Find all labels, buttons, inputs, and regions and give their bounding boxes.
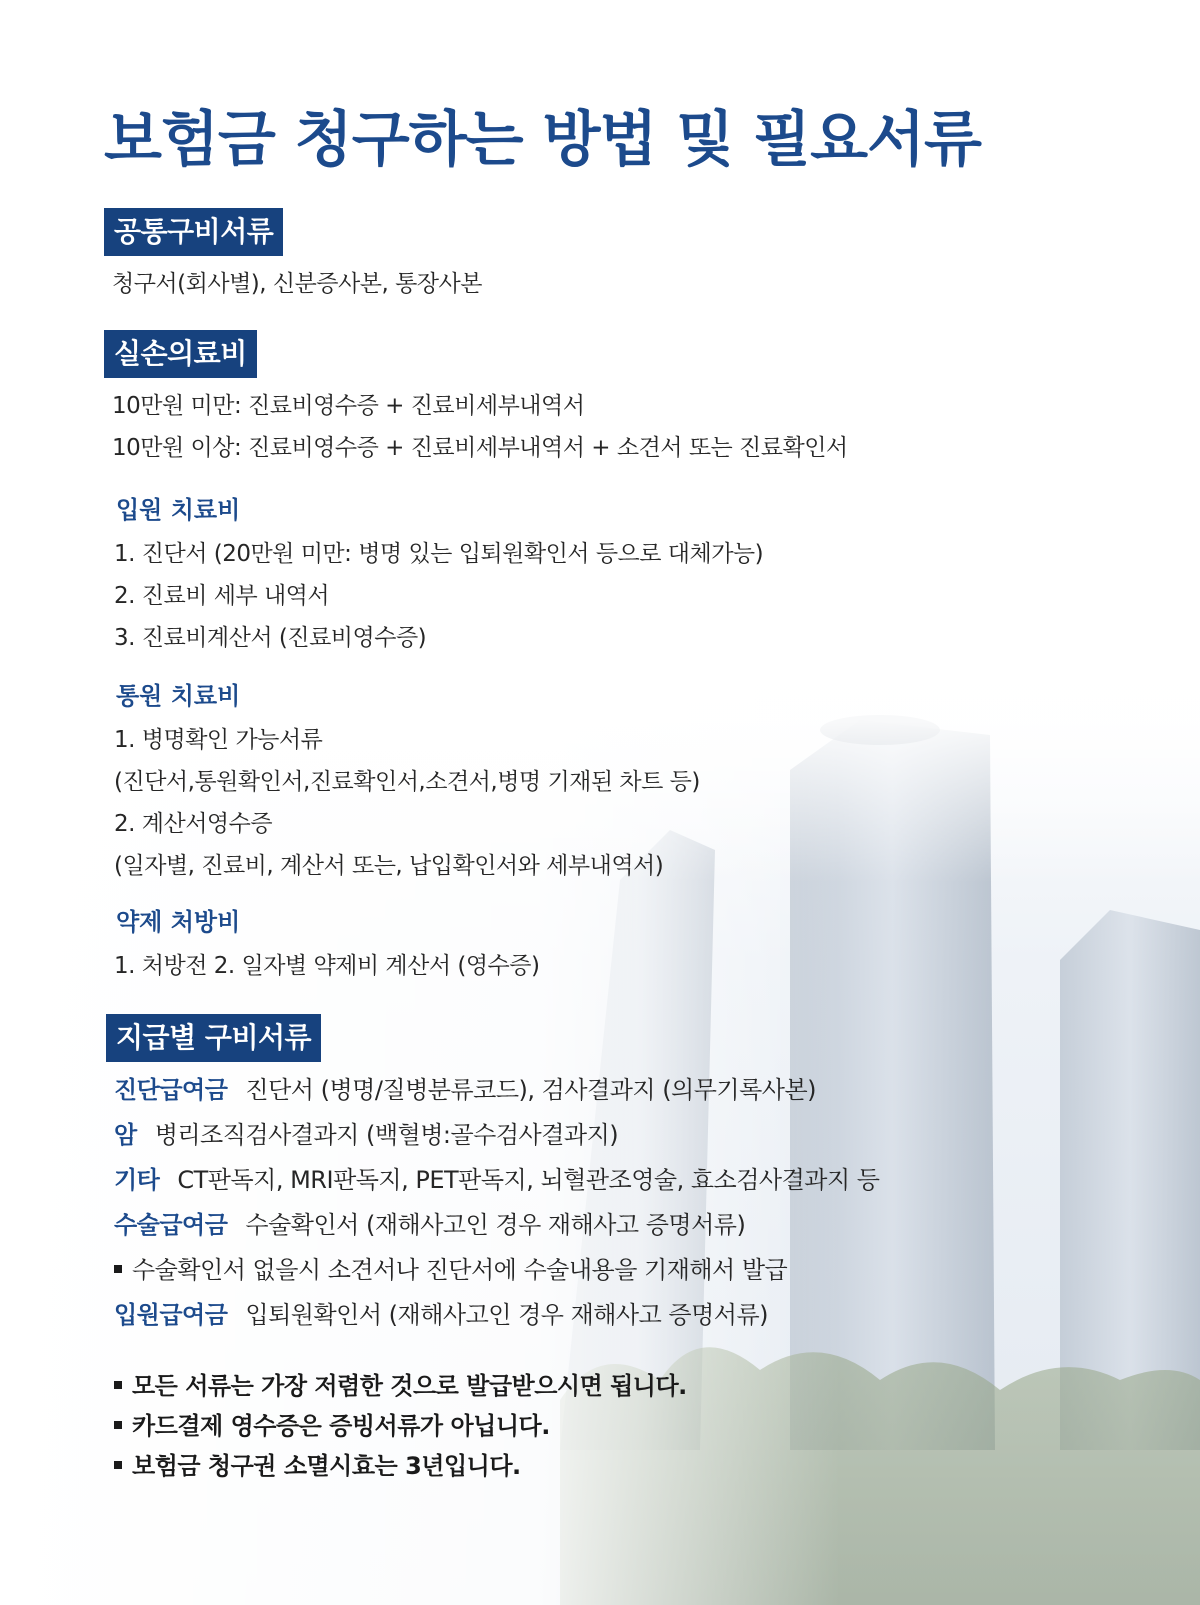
- bullet-square-icon: [114, 1381, 122, 1389]
- inpatient-line: 2. 진료비 세부 내역서: [114, 583, 330, 609]
- inpatient-line: 1. 진단서 (20만원 미만: 병명 있는 입퇴원확인서 등으로 대체가능): [114, 541, 764, 567]
- payment-item-key: 수술급여금: [114, 1211, 228, 1239]
- surgery-note-text: 수술확인서 없을시 소견서나 진단서에 수술내용을 기재해서 발급: [132, 1256, 788, 1284]
- bullet-square-icon: [114, 1461, 122, 1469]
- section-label-silson: 실손의료비: [104, 330, 257, 378]
- note-item: [114, 1406, 550, 1441]
- note-item: [114, 1446, 521, 1481]
- outpatient-line: 1. 병명확인 가능서류: [114, 727, 323, 753]
- bullet-square-icon: [114, 1421, 122, 1429]
- outpatient-line: (일자별, 진료비, 계산서 또는, 납입확인서와 세부내역서): [114, 853, 664, 879]
- subsection-label-outpatient: 통원 치료비: [116, 682, 241, 710]
- payment-item: [114, 1295, 768, 1330]
- silson-line: 10만원 이상: 진료비영수증 + 진료비세부내역서 + 소견서 또는 진료확인서: [112, 435, 848, 461]
- payment-item-value: 병리조직검사결과지 (백혈병:골수검사결과지): [154, 1121, 619, 1149]
- inpatient-line: 3. 진료비계산서 (진료비영수증): [114, 625, 427, 651]
- silson-line: 10만원 미만: 진료비영수증 + 진료비세부내역서: [112, 393, 585, 419]
- payment-item-key: 진단급여금: [114, 1076, 228, 1104]
- bullet-square-icon: [114, 1265, 122, 1273]
- common-documents-text: 청구서(회사별), 신분증사본, 통장사본: [112, 271, 482, 297]
- payment-item-value: 진단서 (병명/질병분류코드), 검사결과지 (의무기록사본): [245, 1076, 817, 1104]
- section-label-common: 공통구비서류: [104, 208, 283, 256]
- note-item: [114, 1366, 687, 1401]
- section-label-payment: 지급별 구비서류: [106, 1014, 321, 1062]
- surgery-note: [114, 1250, 787, 1285]
- payment-item: [114, 1070, 816, 1105]
- payment-item: [114, 1115, 618, 1150]
- payment-item-key: 입원급여금: [114, 1301, 228, 1329]
- payment-item: [114, 1160, 879, 1195]
- payment-item: [114, 1205, 745, 1240]
- subsection-label-pharmacy: 약제 처방비: [116, 908, 241, 936]
- outpatient-line: 2. 계산서영수증: [114, 811, 273, 837]
- page-title: 보험금 청구하는 방법 및 필요서류: [104, 105, 981, 175]
- payment-item-key: 기타: [114, 1166, 160, 1194]
- note-text: 카드결제 영수증은 증빙서류가 아닙니다.: [132, 1412, 550, 1440]
- subsection-label-inpatient: 입원 치료비: [116, 496, 241, 524]
- note-text: 보험금 청구권 소멸시효는 3년입니다.: [132, 1452, 521, 1480]
- payment-item-value: 입퇴원확인서 (재해사고인 경우 재해사고 증명서류): [245, 1301, 769, 1329]
- payment-item-value: CT판독지, MRI판독지, PET판독지, 뇌혈관조영술, 효소검사결과지 등: [177, 1166, 880, 1194]
- pharmacy-line: 1. 처방전 2. 일자별 약제비 계산서 (영수증): [114, 953, 540, 979]
- payment-item-key: 암: [114, 1121, 137, 1149]
- note-text: 모든 서류는 가장 저렴한 것으로 발급받으시면 됩니다.: [132, 1372, 687, 1400]
- payment-item-value: 수술확인서 (재해사고인 경우 재해사고 증명서류): [245, 1211, 746, 1239]
- outpatient-line: (진단서,통원확인서,진료확인서,소견서,병명 기재된 차트 등): [114, 769, 700, 795]
